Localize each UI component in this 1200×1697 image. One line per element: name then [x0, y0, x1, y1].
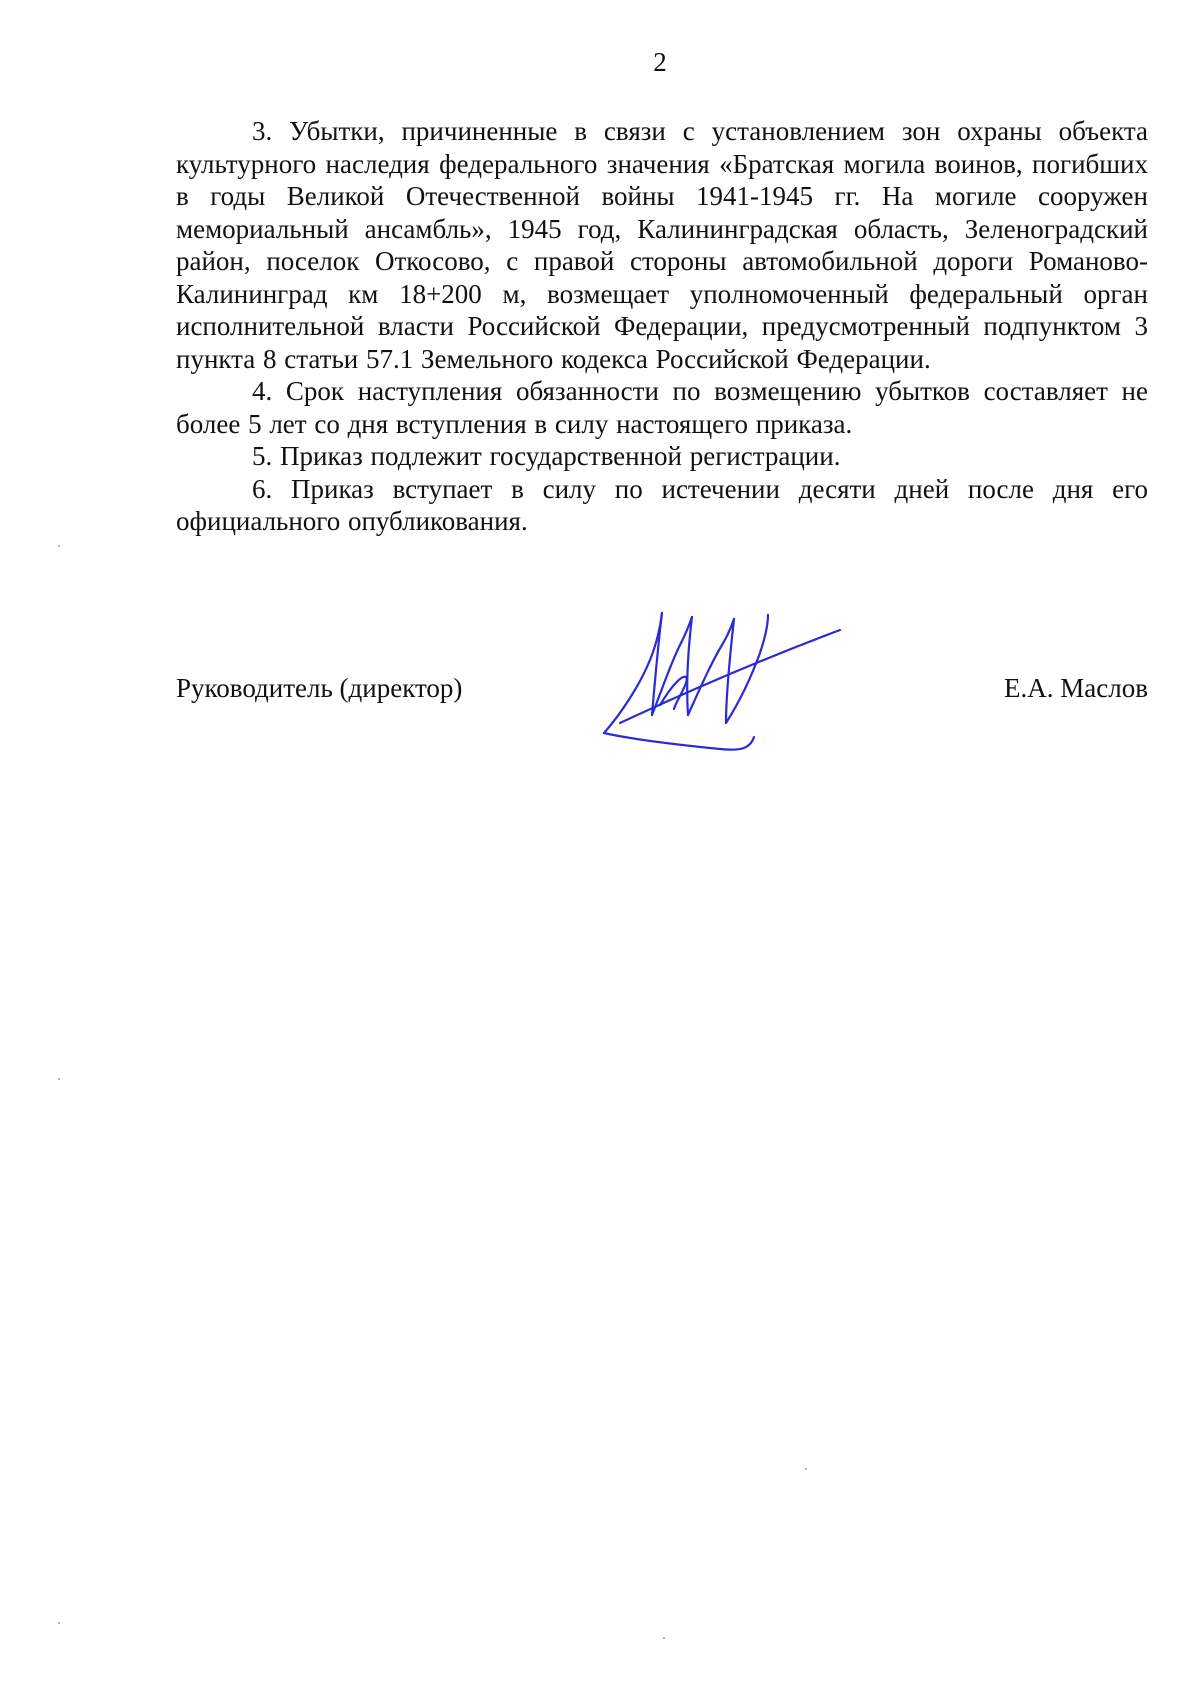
scan-speck — [58, 545, 60, 547]
page-number: 2 — [653, 47, 667, 77]
scan-speck — [805, 1468, 807, 1470]
paragraph-6: 6. Приказ вступает в силу по истечении десяти дней после дня его официального опубликования. — [176, 473, 1148, 536]
signatory-name: Е.А. Маслов — [1004, 673, 1148, 703]
paragraph-5: 5. Приказ подлежит государственной регистрации. — [252, 441, 841, 471]
document-body — [176, 115, 1148, 538]
scan-speck — [58, 1078, 60, 1080]
scan-speck — [58, 1622, 60, 1624]
paragraph-4: 4. Срок наступления обязанности по возмещению убытков составляет не более 5 лет со дня вступления в силу настоящего приказа. — [176, 376, 1148, 439]
signatory-role: Руководитель (директор) — [176, 673, 463, 703]
paragraph-3: 3. Убытки, причиненные в связи с установлением зон охраны объекта культурного наследия федерального значения «Братская могила воинов, погибших в годы Великой Отечественной войны 1941-1945 гг. На могиле сооружен мемориальный ансамбль», 1945 год, Калининградская область, Зеленоградский район, поселок Откосово, с правой стороны автомобильной дороги Романово-Калининград км 18+200 м, возмещает уполномоченный федеральный орган исполнительной власти Российской Федерации, предусмотренный подпунктом 3 пункта 8 статьи 57.1 Земельного кодекса Российской Федерации. — [176, 116, 1148, 374]
scan-speck — [663, 1637, 665, 1639]
handwritten-signature — [600, 605, 845, 755]
